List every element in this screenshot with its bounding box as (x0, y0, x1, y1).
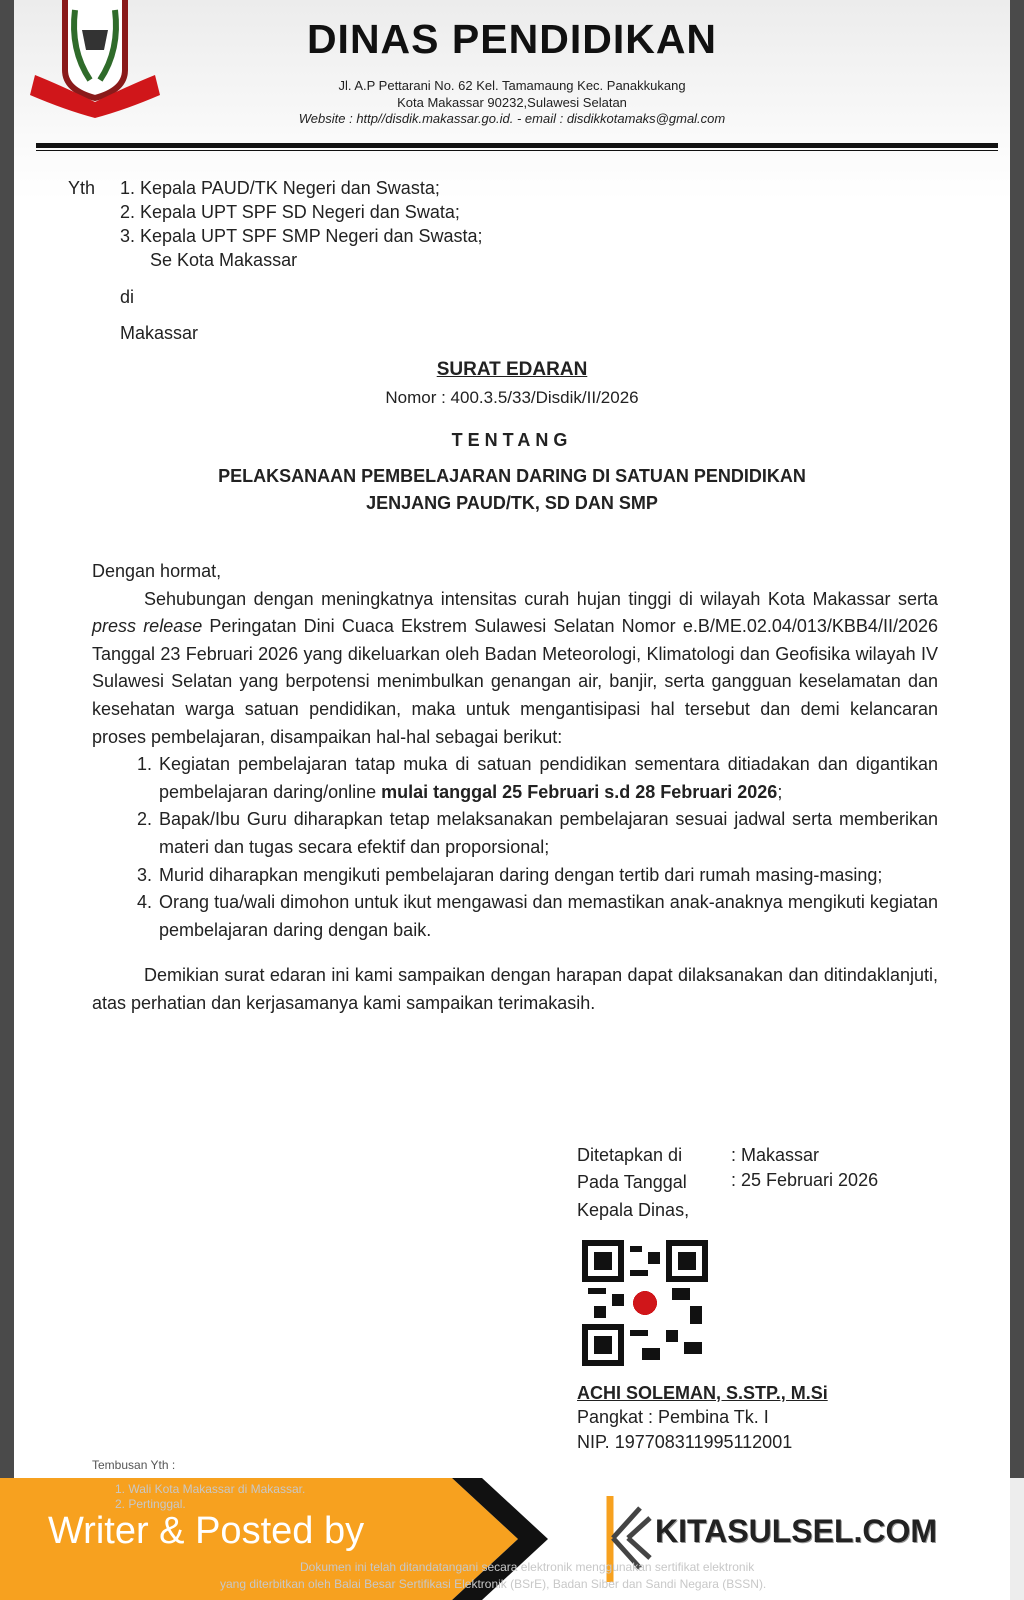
item-text: Kegiatan pembelajaran tatap muka di satuan pendidikan sementara ditiadakan dan digantikan pembelajaran daring/online (159, 754, 938, 802)
list-item (157, 751, 938, 806)
esign-note: Dokumen ini telah ditandatangani secara elektronik menggunakan sertifikat elektronik (300, 1560, 755, 1574)
recipient-item: 3. Kepala UPT SPF SMP Negeri dan Swasta; (120, 226, 483, 246)
sign-date-value: : 25 Februari 2026 (731, 1170, 879, 1190)
copy-item: 1. Wali Kota Makassar di Makassar. (115, 1482, 306, 1496)
agency-title: DINAS PENDIDIKAN (306, 16, 718, 62)
list-item: 4. Orang tua/wali dimohon untuk ikut mengawasi dan memastikan anak-anaknya mengikuti kegiatan pembelajaran daring dengan baik. (157, 889, 938, 944)
di-label: di (120, 287, 135, 307)
signatory-rank: Pangkat : Pembina Tk. I (577, 1407, 769, 1427)
recipient-region: Se Kota Makassar (150, 250, 298, 270)
signatory-nip: NIP. 197708311995112001 (577, 1432, 793, 1452)
tentang-label: TENTANG (451, 430, 573, 450)
sign-place-value: : Makassar (731, 1145, 820, 1165)
copy-item: 2. Pertinggal. (115, 1497, 186, 1511)
intro-paragraph (92, 586, 938, 752)
letter-number: Nomor : 400.3.5/33/Disdik/II/2026 (385, 388, 639, 407)
banner-text: Writer & Posted by (48, 1510, 365, 1552)
instruction-list (92, 751, 938, 944)
intro-text: Sehubungan dengan meningkatnya intensitas curah hujan tinggi di wilayah Kota Makassar serta (144, 588, 938, 609)
letter-type: SURAT EDARAN (436, 359, 588, 380)
sign-position: Kepala Dinas, (577, 1200, 690, 1220)
recipient-item: 1. Kepala PAUD/TK Negeri dan Swasta; (120, 178, 440, 198)
copies-title: Tembusan Yth : (92, 1458, 176, 1472)
website-email-line: Website : http//disdik.makassar.go.id. - email : disdikkotamaks@gmal.com (298, 111, 726, 126)
sign-place-label: Ditetapkan di (577, 1145, 683, 1165)
letter-body (92, 558, 938, 1018)
list-item: 3. Murid diharapkan mengikuti pembelajaran daring dengan tertib dari rumah masing-masing; (157, 862, 938, 890)
recipient-place: Makassar (120, 323, 199, 343)
item-date-range: mulai tanggal 25 Februari s.d 28 Februari 2026 (381, 781, 778, 802)
list-item: 2. Bapak/Ibu Guru diharapkan tetap melaksanakan pembelajaran sesuai jadwal serta memberikan materi dan tugas secara efektif dan proporsional; (157, 806, 938, 861)
letterhead-divider (36, 150, 998, 151)
qr-code-signature (582, 1240, 708, 1366)
sign-date-label: Pada Tanggal (577, 1172, 687, 1192)
signatory-name: ACHI SOLEMAN, S.STP., M.Si (577, 1383, 828, 1403)
yth-label: Yth (68, 178, 96, 198)
closing-paragraph: Demikian surat edaran ini kami sampaikan dengan harapan dapat dilaksanakan dan ditindaklanjuti, atas perhatian dan kerjasamanya kami sampaikan terimakasih. (92, 965, 938, 1013)
address-line: Kota Makassar 90232,Sulawesi Selatan (397, 95, 627, 110)
greeting: Dengan hormat, (92, 561, 222, 581)
address-line: Jl. A.P Pettarani No. 62 Kel. Tamamaung Kec. Panakkukang (338, 78, 686, 93)
intro-emphasis: press release (92, 616, 203, 637)
intro-text: Peringatan Dini Cuaca Ekstrem Sulawesi Selatan Nomor e.B/ME.02.04/013/KBB4/II/2026 Tanggal 23 Februari 2026 yang dikeluarkan oleh Badan Meteorologi, Klimatologi dan Geofisika wilayah IV Sulawesi Selatan yang berpotensi menimbulkan genangan air, banjir, serta gangguan keselamatan dan kesehatan warga satuan pendidikan, maka untuk mengantisipasi hal tersebut dan demi kelancaran proses pembelajaran, disampaikan hal-hal sebagai berikut: (92, 616, 938, 747)
subject-line: PELAKSANAAN PEMBELAJARAN DARING DI SATUAN PENDIDIKAN (218, 466, 806, 486)
item-text: ; (777, 781, 783, 802)
esign-note: yang diterbitkan oleh Balai Besar Sertifikasi Elektronik (BSrE), Badan Siber dan Sandi Negara (BSSN). (220, 1577, 767, 1591)
subject-line: JENJANG PAUD/TK, SD DAN SMP (366, 493, 658, 513)
brand-logo-text: KITASULSEL.COM (655, 1513, 938, 1549)
recipient-item: 2. Kepala UPT SPF SD Negeri dan Swata; (120, 202, 460, 222)
letterhead-divider (36, 143, 998, 148)
